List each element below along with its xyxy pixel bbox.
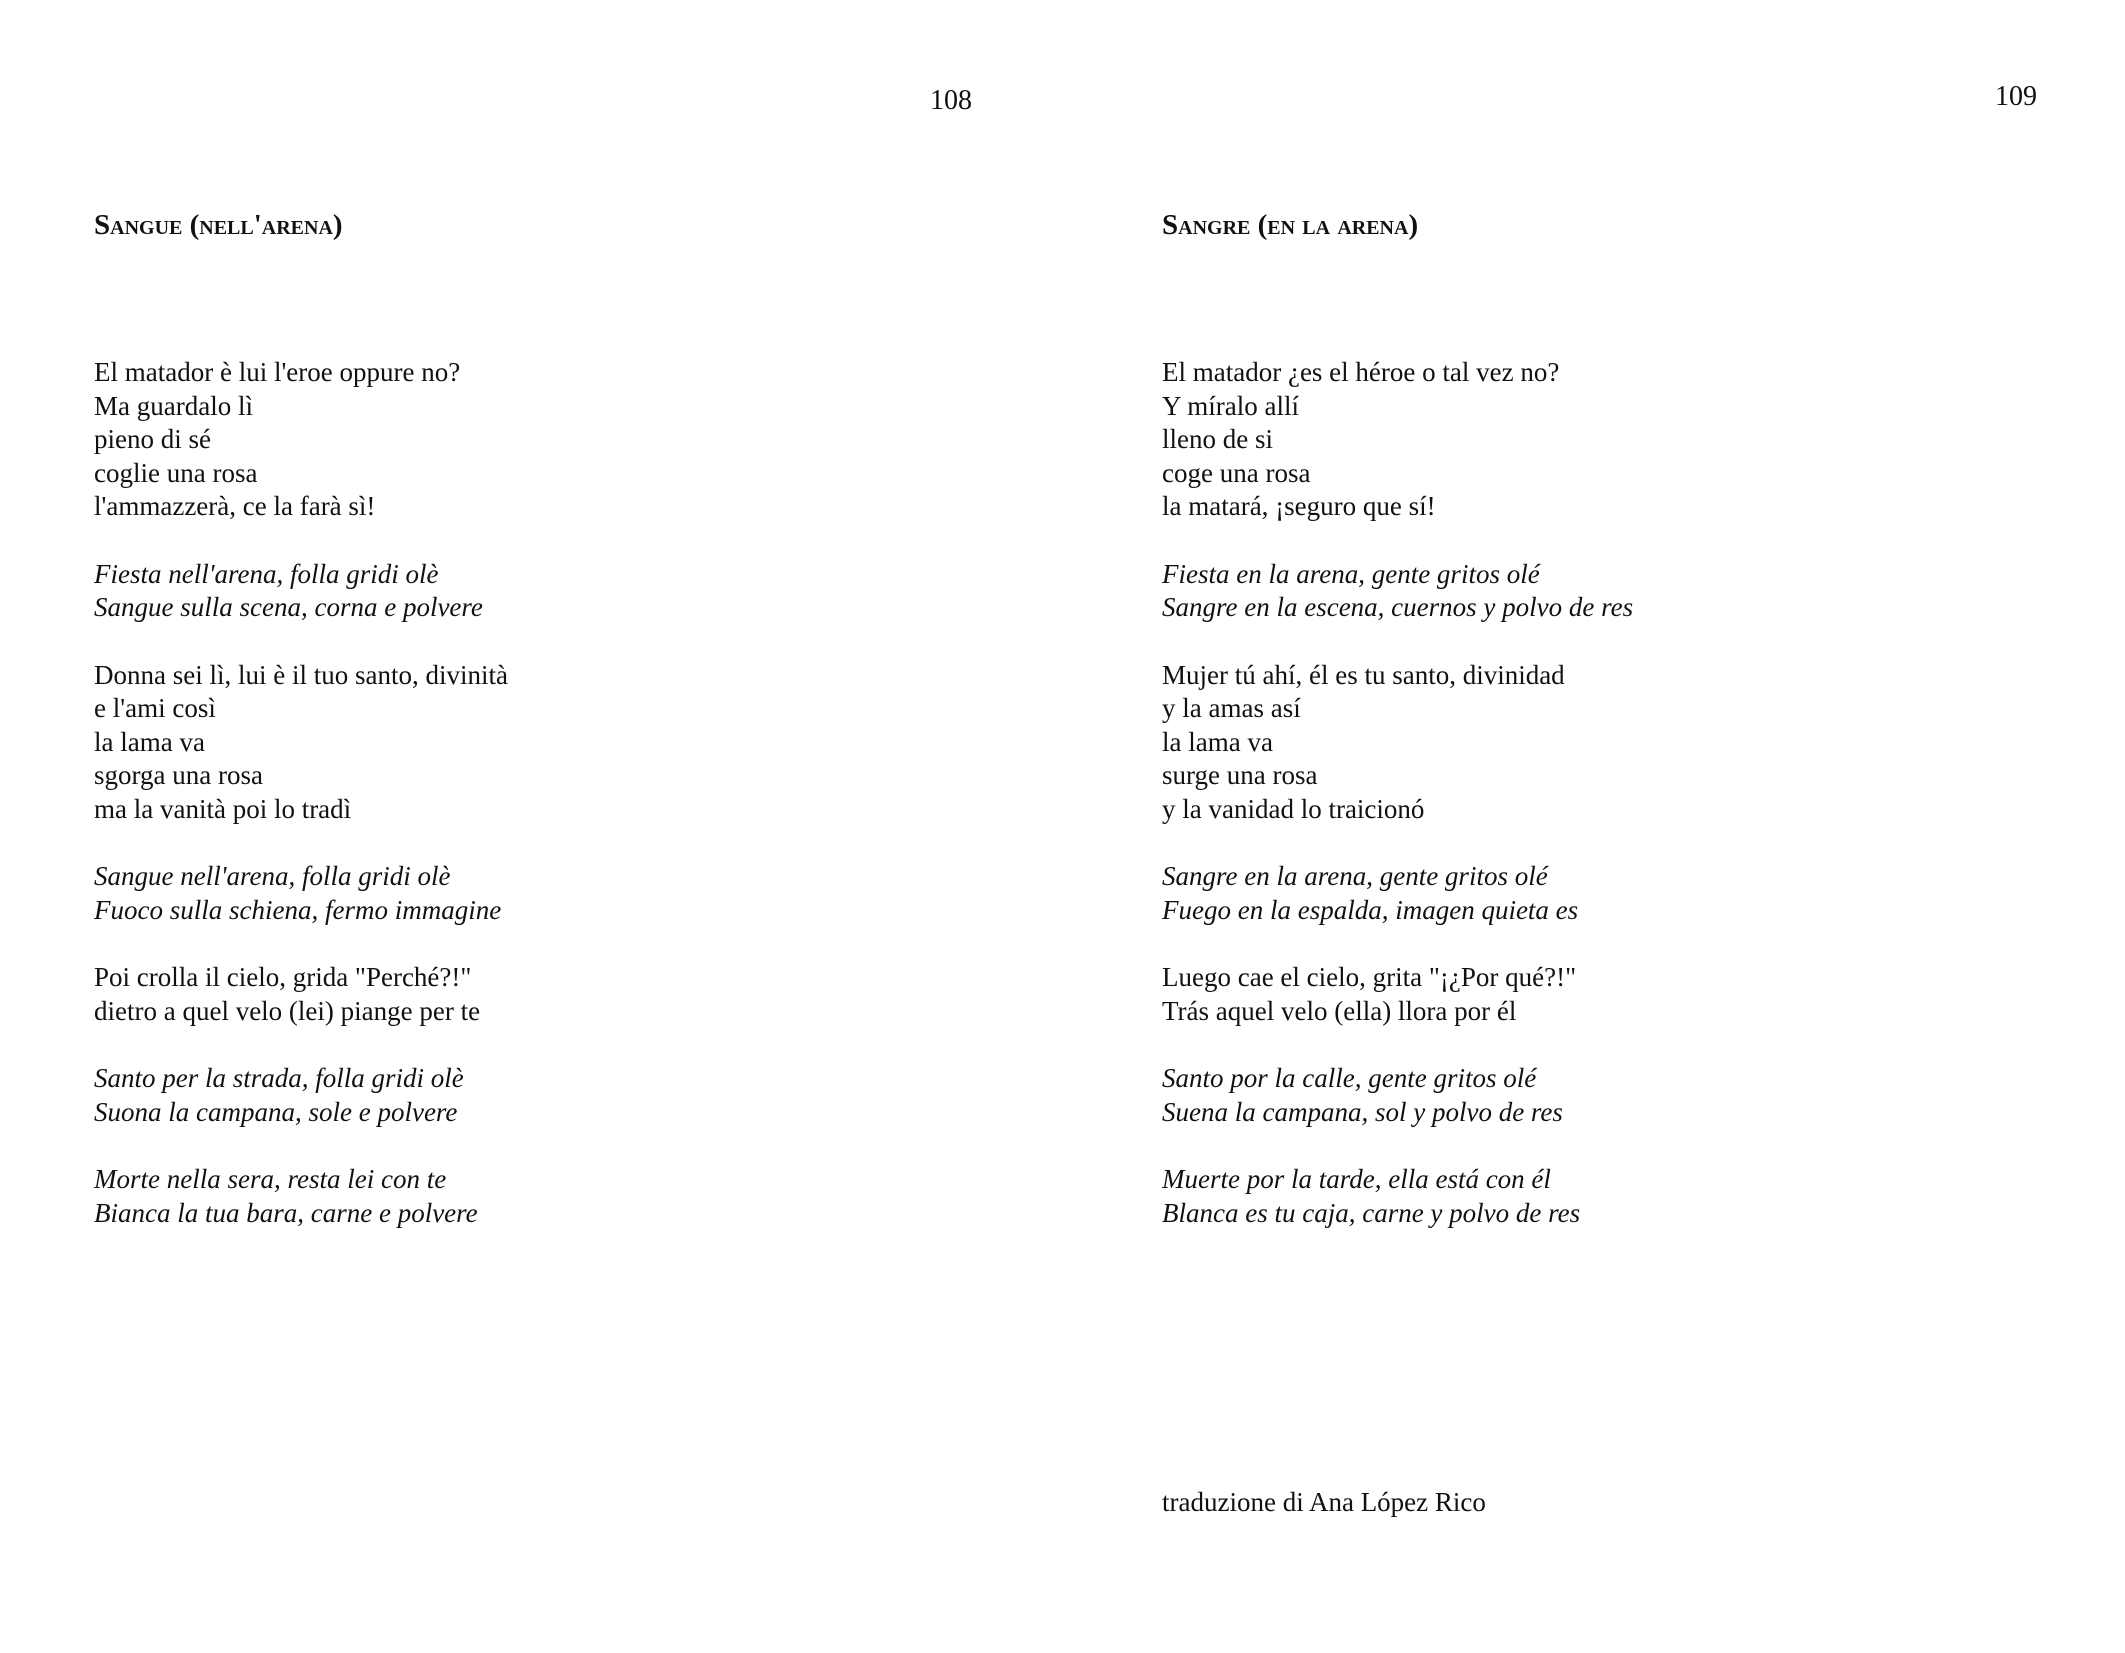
poem-body-spanish [1162,356,2122,1230]
poem-line: Sangue nell'arena, folla gridi olè [94,861,451,891]
poem-line: Sangre en la escena, cuernos y polvo de res [1162,592,1634,622]
chorus-stanza [1162,1062,2122,1129]
poem-line: y la vanidad lo traicionó [1162,793,1425,824]
poem-line: la matará, ¡seguro que sí! [1162,491,1436,521]
poem-italian [94,206,1054,1264]
chorus-stanza [1162,860,2122,927]
poem-line: Fuego en la espalda, imagen quieta es [1162,894,1579,925]
chorus-stanza [94,558,1054,625]
poem-line: Santo per la strada, folla gridi olè [94,1063,464,1093]
poem-line: la lama va [1162,726,1273,757]
poem-line: Morte nella sera, resta lei con te [94,1164,447,1194]
poem-line: Suona la campana, sole e polvere [94,1096,458,1127]
poem-line: Santo por la calle, gente gritos olé [1162,1063,1537,1093]
poem-line: Muerte por la tarde, ella está con él [1162,1164,1551,1194]
poem-line: Blanca es tu caja, carne y polvo de res [1162,1197,1581,1228]
poem-line: Luego cae el cielo, grita "¡¿Por qué?!" [1162,962,1577,992]
poem-body-italian [94,356,1054,1230]
chorus-stanza [1162,558,2122,625]
chorus-stanza [94,1163,1054,1230]
poem-line: coge una rosa [1162,457,1311,488]
poem-line: Y míralo allí [1162,390,1299,421]
poem-line: Bianca la tua bara, carne e polvere [94,1197,478,1228]
poem-line: Fiesta en la arena, gente gritos olé [1162,558,1540,589]
poem-line: Suena la campana, sol y polvo de res [1162,1096,1563,1127]
poem-line: Sangre en la arena, gente gritos olé [1162,861,1548,891]
poem-title-italian: Sangue (nell'arena) [94,209,343,241]
poem-line: lleno de si [1162,424,1273,454]
verse-stanza [94,659,1054,827]
poem-line: e l'ami così [94,693,216,723]
poem-spanish [1162,206,2122,1264]
poem-line: Donna sei lì, lui è il tuo santo, divinità [94,659,508,690]
poem-line: l'ammazzerà, ce la farà sì! [94,491,376,521]
poem-line: la lama va [94,726,205,757]
poem-line: dietro a quel velo (lei) piange per te [94,995,481,1026]
chorus-stanza [94,860,1054,927]
poem-line: pieno di sé [94,424,211,454]
poem-title-spanish: Sangre (en la arena) [1162,209,1419,241]
poem-line: ma la vanità poi lo tradì [94,793,352,824]
poem-line: Poi crolla il cielo, grida "Perché?!" [94,962,472,992]
poem-line: Trás aquel velo (ella) llora por él [1162,995,1517,1026]
chorus-stanza [94,1062,1054,1129]
poem-line: El matador ¿es el héroe o tal vez no? [1162,357,1560,387]
poem-line: sgorga una rosa [94,760,263,790]
poem-line: El matador è lui l'eroe oppure no? [94,357,461,387]
verse-stanza [94,356,1054,524]
poem-line: coglie una rosa [94,457,258,488]
page-number-left: 108 [930,85,972,116]
poem-line: Sangue sulla scena, corna e polvere [94,592,483,622]
poem-line: surge una rosa [1162,760,1318,790]
verse-stanza [1162,659,2122,827]
poem-line: Fuoco sulla schiena, fermo immagine [94,894,502,925]
poem-line: y la amas así [1162,693,1301,723]
verse-stanza [1162,961,2122,1028]
verse-stanza [1162,356,2122,524]
poem-line: Fiesta nell'arena, folla gridi olè [94,558,439,589]
verse-stanza [94,961,1054,1028]
poem-line: Mujer tú ahí, él es tu santo, divinidad [1162,659,1565,690]
poem-line: Ma guardalo lì [94,390,253,421]
chorus-stanza [1162,1163,2122,1230]
translation-credit: traduzione di Ana López Rico [1162,1487,1486,1517]
page-number-right: 109 [1995,81,2037,112]
